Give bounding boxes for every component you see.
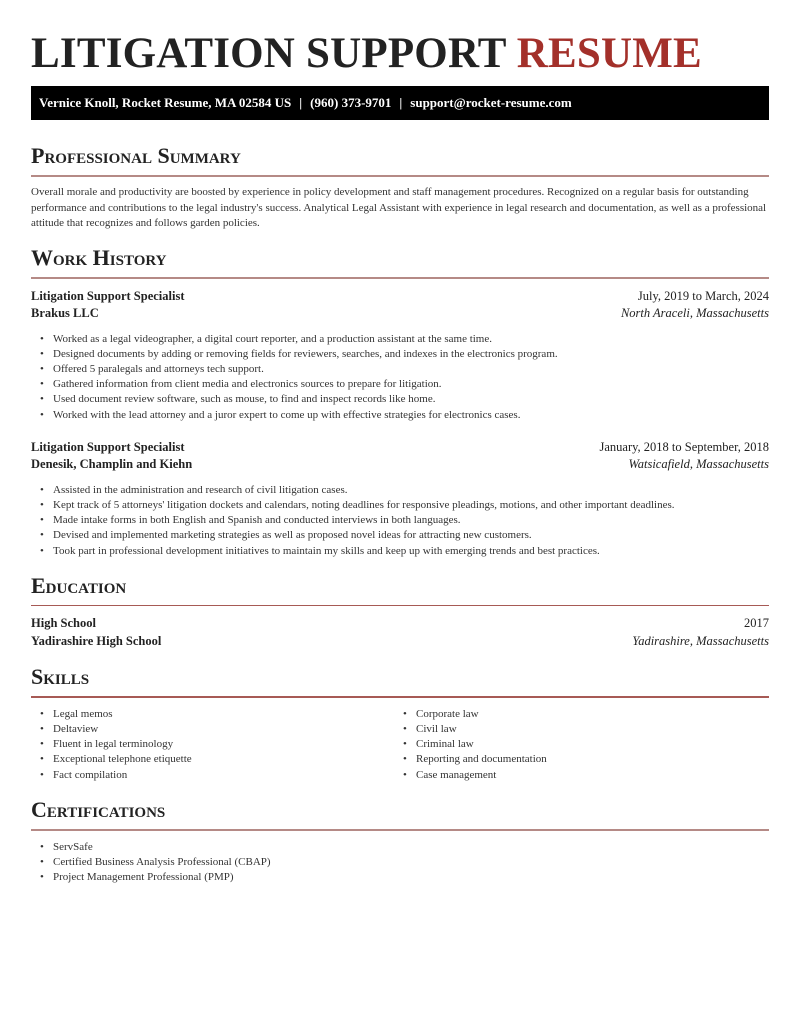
skills-columns (31, 707, 769, 783)
list-item: • Devised and implemented marketing strategies as well as proposed novel ideas for attracting new customers. (40, 528, 769, 543)
list-item: • Project Management Professional (PMP) (40, 870, 769, 885)
job-title: Litigation Support Specialist (31, 439, 185, 454)
certifications-list (31, 840, 769, 886)
contact-separator: | (399, 95, 403, 110)
list-item: • Civil law (403, 722, 768, 737)
list-item: • Worked as a legal videographer, a digital court reporter, and a production assistant at the same time. (40, 332, 769, 347)
education-school-row (31, 633, 769, 651)
skills-list-right (394, 707, 768, 783)
list-item: • Criminal law (403, 737, 768, 752)
list-item: • Made intake forms in both English and Spanish and conducted interviews in both languages. (40, 513, 769, 528)
job-location: Watsicafield, Massachusetts (628, 457, 769, 472)
list-item: • Designed documents by adding or removing fields for reviewers, searches, and indexes in the electronics program. (40, 347, 769, 362)
title-accent: RESUME (516, 30, 702, 77)
list-item: • Worked with the lead attorney and a juror expert to come up with effective strategies for electronics cases. (40, 408, 769, 423)
list-item: • Gathered information from client media and electronics sources to prepare for litigation. (40, 377, 769, 392)
list-item: • Case management (403, 768, 768, 783)
section-heading: Work History (31, 244, 167, 270)
education-degree-row (31, 615, 769, 633)
section-heading: Professional Summary (31, 143, 241, 168)
list-item: • Assisted in the administration and research of civil litigation cases. (40, 483, 769, 498)
job-company: Denesik, Champlin and Kiehn (31, 457, 193, 472)
job-company-row (31, 456, 769, 474)
summary-text: Overall morale and productivity are boosted by experience in policy development and staff management procedures. Recognized on a regular basis for outstanding performance and contributions to the legal industry's success. Analytical Legal Assistant with experience in legal research and documentation, as well as a professional attitude that recognizes and follows garden policies. (31, 186, 767, 229)
education-location: Yadirashire, Massachusetts (632, 633, 769, 648)
professional-summary-section (31, 145, 769, 232)
list-item: • Used document review software, such as mouse, to find and inspect records like home. (40, 392, 769, 407)
job-bullets (31, 483, 769, 559)
job-entry (31, 439, 769, 559)
job-entry (31, 288, 769, 423)
section-heading: Education (31, 572, 127, 598)
contact-bar (31, 86, 769, 120)
section-heading: Skills (31, 664, 90, 690)
job-company: Brakus LLC (31, 306, 99, 320)
job-bullets (31, 332, 769, 423)
list-item: • Reporting and documentation (403, 752, 768, 767)
list-item: • Offered 5 paralegals and attorneys tech support. (40, 362, 769, 377)
section-divider (31, 277, 769, 279)
section-divider (31, 829, 769, 831)
contact-separator: | (299, 95, 303, 110)
work-history-section (31, 244, 769, 559)
education-year: 2017 (744, 616, 769, 631)
title-main: LITIGATION SUPPORT (31, 30, 506, 77)
list-item: • ServSafe (40, 840, 769, 855)
job-location: North Araceli, Massachusetts (620, 306, 769, 320)
list-item: • Legal memos (40, 707, 394, 722)
job-title: Litigation Support Specialist (31, 288, 185, 303)
education-school: Yadirashire High School (31, 633, 162, 648)
education-section (31, 572, 769, 651)
education-entry (31, 615, 769, 650)
list-item: • Exceptional telephone etiquette (40, 752, 394, 767)
skills-list-left (31, 707, 394, 783)
section-divider (31, 605, 769, 607)
skills-section (31, 666, 769, 783)
section-heading: Certifications (31, 796, 166, 822)
education-degree: High School (31, 616, 96, 631)
job-title-row (31, 439, 769, 457)
list-item: • Deltaview (40, 722, 394, 737)
contact-email: support@rocket-resume.com (410, 95, 572, 110)
list-item: • Fact compilation (40, 768, 394, 783)
list-item: • Took part in professional development initiatives to maintain my skills and keep up with emerging trends and best practices. (40, 544, 769, 559)
list-item: • Fluent in legal terminology (40, 737, 394, 752)
contact-address: Vernice Knoll, Rocket Resume, MA 02584 US (39, 95, 292, 110)
list-item: • Corporate law (403, 707, 768, 722)
section-divider (31, 175, 769, 177)
list-item: • Kept track of 5 attorneys' litigation dockets and calendars, noting deadlines for responsive pleadings, motions, and other important deadlines. (40, 498, 769, 513)
job-company-row (31, 305, 769, 323)
resume-title (31, 0, 769, 86)
certifications-section (31, 796, 769, 886)
list-item: • Certified Business Analysis Professional (CBAP) (40, 855, 769, 870)
section-divider (31, 696, 769, 698)
job-dates: January, 2018 to September, 2018 (599, 439, 769, 454)
contact-phone: (960) 373-9701 (310, 95, 392, 110)
job-dates: July, 2019 to March, 2024 (637, 288, 769, 303)
job-title-row (31, 288, 769, 306)
